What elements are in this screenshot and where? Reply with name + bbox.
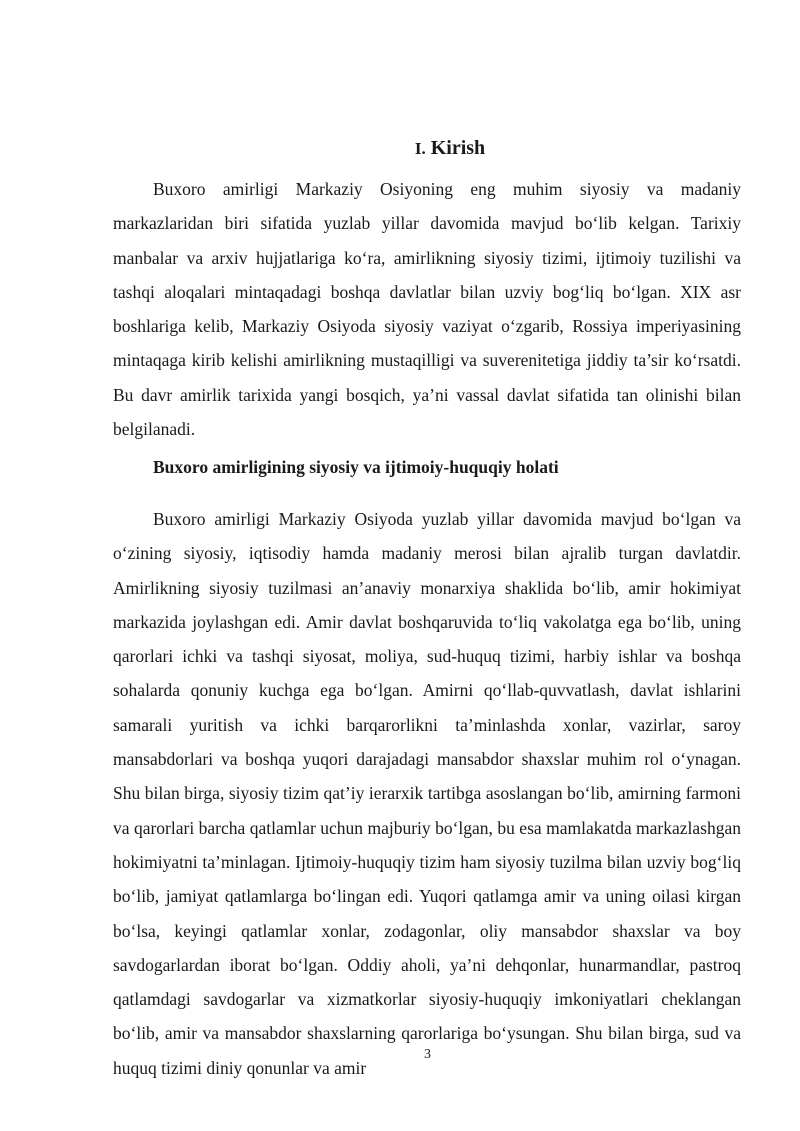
section-paragraph: Buxoro amirligi Markaziy Osiyoda yuzlab yillar davomida mavjud bo‘lgan va o‘zining siyosiy, iqtisodiy hamda madaniy merosi bilan ajralib turgan davlatdir. Amirlikning siyosiy tuzilmasi an’anaviy monarxiya shaklida bo‘lib, amir hokimiyat markazida joylashgan edi. Amir davlat boshqaruvida to‘liq vakolatga ega bo‘lib, uning qarorlari ichki va tashqi siyosat, moliya, sud-huquq tizimi, harbiy ishlar va boshqa sohalarda qonuniy kuchga ega bo‘lgan. Amirni qo‘llab-quvvatlash, davlat ishlarini samarali yuritish va ichki barqarorlikni ta’minlashda xonlar, vazirlar, saroy mansabdorlari va boshqa yuqori darajadagi mansabdor shaxslar muhim rol o‘ynagan. Shu bilan birga, siyosiy tizim qat’iy ierarxik tartibga asoslangan bo‘lib, amirning farmoni va qarorlari barcha qatlamlar uchun majburiy bo‘lgan, bu esa mamlakatda markazlashgan hokimiyatni ta’minlagan. Ijtimoiy-huquqiy tizim ham siyosiy tuzilma bilan uzviy bog‘liq bo‘lib, jamiyat qatlamlarga bo‘lingan edi. Yuqori qatlamga amir va uning oilasi kirgan bo‘lsa, keyingi qatlamlar xonlar, zodagonlar, oliy mansabdor shaxslar va boy savdogarlardan iborat bo‘lgan. Oddiy aholi, ya’ni dehqonlar, hunarmandlar, pastroq qatlamdagi savdogarlar va xizmatkorlar siyosiy-huquqiy imkoniyatlari cheklangan bo‘lib, amir va mansabdor shaxslarning qarorlariga bo‘ysungan. Shu bilan birga, sud va huquq tizimi diniy qonunlar va amir [113, 509, 741, 1078]
chapter-heading [0, 133, 800, 164]
intro-paragraph: Buxoro amirligi Markaziy Osiyoning eng muhim siyosiy va madaniy markazlaridan biri sifatida yuzlab yillar davomida mavjud bo‘lib kelgan. Tarixiy manbalar va arxiv hujjatlariga ko‘ra, amirlikning siyosiy tizimi, ijtimoiy tuzilishi va tashqi aloqalari mintaqadagi boshqa davlatlar bilan uzviy bog‘liq bo‘lgan. XIX asr boshlariga kelib, Markaziy Osiyoda siyosiy vaziyat o‘zgarib, Rossiya imperiyasining mintaqaga kirib kelishi amirlikning mustaqilligi va suverenitetiga jiddiy ta’sir ko‘rsatdi. Bu davr amirlik tarixida yangi bosqich, ya’ni vassal davlat sifatida tan olinishi bilan belgilanadi. [113, 179, 741, 440]
page-number: 3 [424, 1047, 431, 1062]
chapter-title: Kirish [430, 137, 486, 159]
main-section [113, 502, 741, 1085]
section-heading: Buxoro amirligining siyosiy va ijtimoiy-huquqiy holati [153, 457, 559, 477]
chapter-number: I. [414, 139, 426, 158]
intro-section [113, 172, 741, 446]
